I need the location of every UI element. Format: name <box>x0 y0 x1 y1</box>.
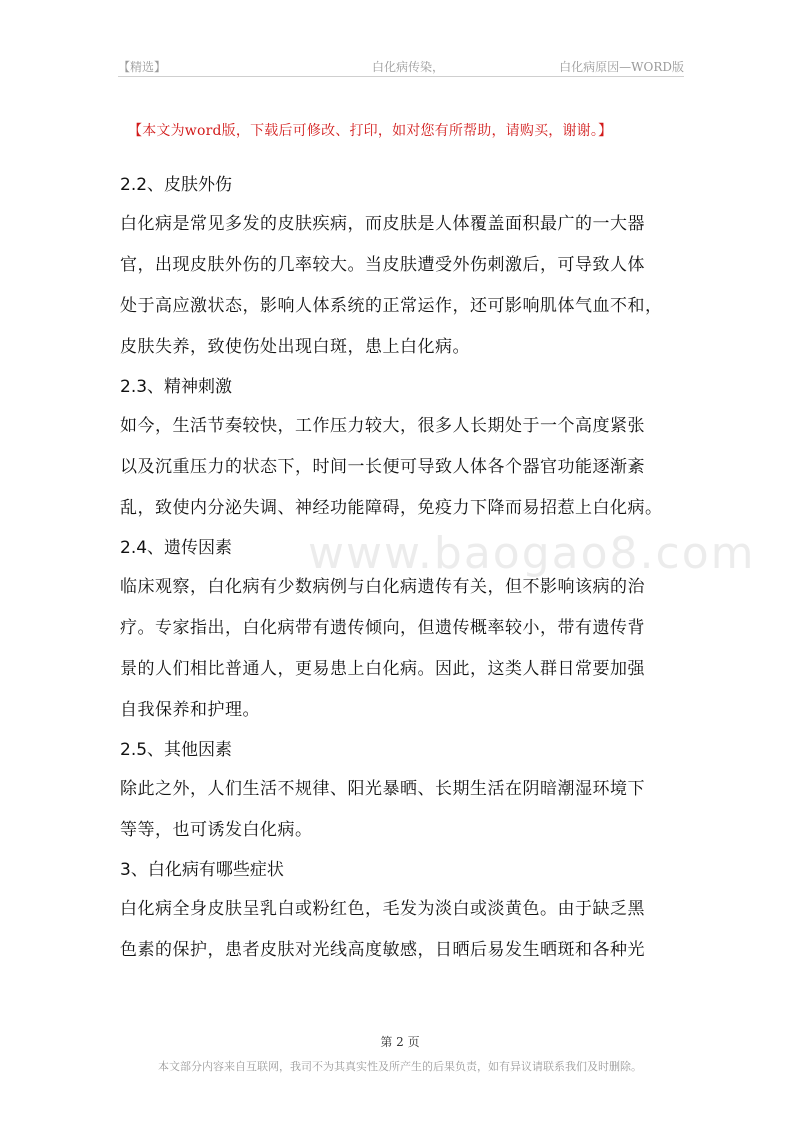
header-right-title: 白化病原因—WORD版 <box>559 60 684 74</box>
section-paragraph-genetic-factors <box>120 567 690 731</box>
purchase-notice: 【本文为word版，下载后可修改、打印，如对您有所帮助，请购买，谢谢。】 <box>128 123 613 139</box>
section-heading-other-factors: 2.5、其他因素 <box>120 740 233 760</box>
paragraph-line: 以及沉重压力的状态下，时间一长便可导致人体各个器官功能逐渐紊 <box>120 457 645 477</box>
paragraph-line: 临床观察，白化病有少数病例与白化病遗传有关，但不影响该病的治 <box>120 577 645 597</box>
paragraph-line: 等等，也可诱发白化病。 <box>120 820 313 840</box>
paragraph-line: 皮肤失养，致使伤处出现白斑，患上白化病。 <box>120 337 470 357</box>
paragraph-line: 疗。专家指出，白化病带有遗传倾向，但遗传概率较小，带有遗传背 <box>120 618 645 638</box>
paragraph-line: 乱，致使内分泌失调、神经功能障碍，免疫力下降而易招惹上白化病。 <box>120 498 663 518</box>
paragraph-line: 官，出现皮肤外伤的几率较大。当皮肤遭受外伤刺激后，可导致人体 <box>120 255 645 275</box>
section-paragraph-other-factors <box>120 769 690 851</box>
paragraph-line: 如今，生活节奏较快，工作压力较大，很多人长期处于一个高度紧张 <box>120 416 645 436</box>
paragraph-line: 处于高应激状态，影响人体系统的正常运作，还可影响肌体气血不和， <box>120 296 663 316</box>
paragraph-line: 除此之外，人们生活不规律、阳光暴晒、长期生活在阴暗潮湿环境下 <box>120 779 645 799</box>
section-heading-mental-stimulus: 2.3、精神刺激 <box>120 377 233 397</box>
section-heading-genetic-factors: 2.4、遗传因素 <box>120 538 233 558</box>
paragraph-line: 色素的保护，患者皮肤对光线高度敏感，日晒后易发生晒斑和各种光 <box>120 940 645 960</box>
paragraph-line: 景的人们相比普通人，更易患上白化病。因此，这类人群日常要加强 <box>120 659 645 679</box>
document-body <box>120 166 690 971</box>
paragraph-line: 白化病是常见多发的皮肤疾病，而皮肤是人体覆盖面积最广的一大器 <box>120 214 645 234</box>
section-paragraph-skin-trauma <box>120 204 690 368</box>
section-paragraph-symptoms <box>120 889 690 971</box>
watermark: www.baogao8.com <box>308 528 756 579</box>
section-paragraph-mental-stimulus <box>120 406 690 529</box>
header-left-label: 【精选】 <box>118 60 167 74</box>
header-center-title: 白化病传染， <box>372 60 445 74</box>
footer-disclaimer: 本文部分内容来自互联网，我司不为其真实性及所产生的后果负责，如有异议请联系我们及时删除。 <box>158 1060 642 1073</box>
section-heading-symptoms: 3、白化病有哪些症状 <box>120 860 284 880</box>
section-heading-skin-trauma: 2.2、皮肤外伤 <box>120 175 233 195</box>
page-header <box>118 54 684 77</box>
paragraph-line: 白化病全身皮肤呈乳白或粉红色，毛发为淡白或淡黄色。由于缺乏黑 <box>120 899 645 919</box>
paragraph-line: 自我保养和护理。 <box>120 700 260 720</box>
page-number: 第 2 页 <box>380 1035 420 1049</box>
